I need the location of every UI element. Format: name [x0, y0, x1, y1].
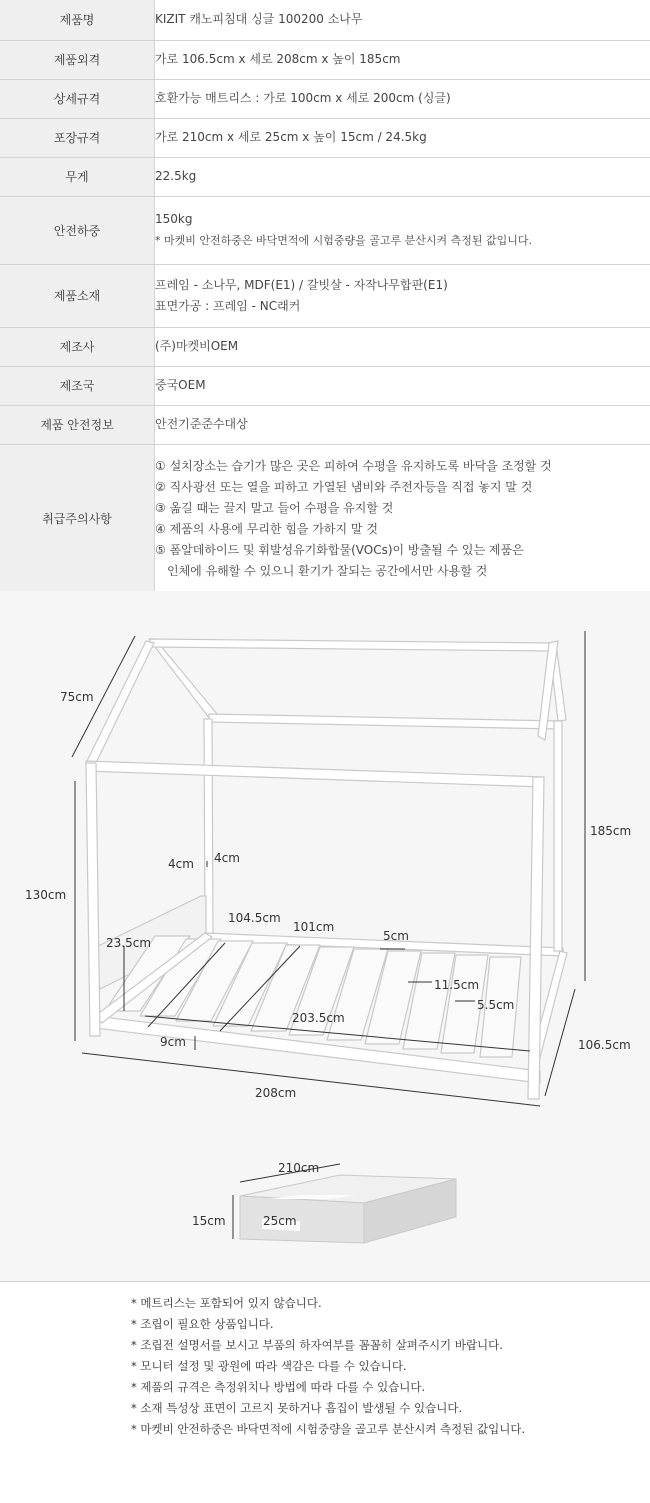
- bed-illustration: [86, 639, 567, 1099]
- spec-row-weight: [0, 157, 650, 196]
- spec-row-safety: [0, 405, 650, 444]
- spec-row-material: [0, 264, 650, 327]
- spec-label: 안전하중: [0, 196, 155, 264]
- caution-item: ② 직사광선 또는 열을 피하고 가열된 냄비와 주전자등을 직접 놓지 말 것: [155, 479, 533, 494]
- dim-5: 5cm: [383, 929, 409, 943]
- spec-row-caution: [0, 444, 650, 593]
- spec-value: 호환가능 매트리스 : 가로 100cm x 세로 200cm (싱글): [155, 91, 451, 105]
- dim-4cm-right: 4cm: [214, 851, 240, 865]
- note-item: * 제품의 규격은 측정위치나 방법에 따라 다를 수 있습니다.: [131, 1380, 426, 1394]
- spec-row-detail: [0, 79, 650, 118]
- dim-pkg-210: 210cm: [278, 1161, 320, 1175]
- dim-9: 9cm: [160, 1035, 186, 1049]
- caution-item: ⑤ 폼알데하이드 및 휘발성유기화합물(VOCs)이 방출될 수 있는 제품은: [155, 542, 524, 557]
- dim-208: 208cm: [255, 1086, 297, 1100]
- spec-row-load: [0, 196, 650, 264]
- spec-value: 프레임 - 소나무, MDF(E1) / 갈빗살 - 자작나무합판(E1): [155, 277, 448, 292]
- caution-item: ③ 옮길 때는 끌지 말고 들어 수평을 유지할 것: [155, 500, 394, 515]
- spec-value: (주)마켓비OEM: [155, 339, 239, 353]
- spec-row-country: [0, 366, 650, 405]
- note-item: * 메트리스는 포함되어 있지 않습니다.: [131, 1296, 322, 1310]
- caution-item: ① 설치장소는 습기가 많은 곳은 피하여 수평을 유지하도록 바닥을 조정할 것: [155, 458, 552, 473]
- bed-diagram-svg: [0, 591, 650, 1281]
- spec-label: 제품외격: [0, 40, 155, 79]
- note-item: * 소재 특성상 표면이 고르지 못하거나 흠집이 발생될 수 있습니다.: [131, 1401, 463, 1415]
- spec-label: 무게: [0, 157, 155, 196]
- spec-label: 제품 안전정보: [0, 405, 155, 444]
- spec-label: 상세규격: [0, 79, 155, 118]
- spec-value: KIZIT 캐노피침대 싱글 100200 소나무: [155, 12, 363, 27]
- dim-104-5: 104.5cm: [228, 911, 281, 925]
- spec-label: 제조사: [0, 327, 155, 366]
- dim-4cm-left: 4cm: [168, 857, 194, 871]
- dim-pkg-15: 15cm: [192, 1214, 226, 1228]
- spec-label: 제조국: [0, 366, 155, 405]
- note-item: * 조립전 설명서를 보시고 부품의 하자여부를 꼼꼼히 살펴주시기 바랍니다.: [131, 1338, 503, 1352]
- note-item: * 마켓비 안전하중은 바닥면적에 시험중량을 골고루 분산시켜 측정된 값입니다.: [131, 1422, 526, 1436]
- dim-11-5: 11.5cm: [434, 978, 480, 992]
- spec-value: 가로 210cm x 세로 25cm x 높이 15cm / 24.5kg: [155, 130, 427, 144]
- dim-185: 185cm: [590, 824, 632, 838]
- spec-value: 표면가공 : 프레임 - NC래커: [155, 298, 301, 313]
- caution-item: 인체에 유해할 수 있으니 환기가 잘되는 공간에서만 사용할 것: [167, 563, 488, 578]
- spec-value: 중국OEM: [155, 378, 206, 392]
- spec-label: 포장규격: [0, 118, 155, 157]
- dim-23-5: 23.5cm: [106, 936, 152, 950]
- spec-value: 안전기준준수대상: [155, 417, 248, 431]
- spec-label: 취급주의사항: [0, 444, 155, 593]
- spec-note: * 마켓비 안전하중은 바닥면적에 시험중량을 골고루 분산시켜 측정된 값입니다.: [155, 234, 532, 247]
- dim-pkg-25: 25cm: [263, 1214, 297, 1228]
- dim-203-5: 203.5cm: [292, 1011, 345, 1025]
- package-box-illustration: [233, 1164, 456, 1243]
- dim-130: 130cm: [25, 888, 67, 902]
- note-item: * 조립이 필요한 상품입니다.: [131, 1317, 274, 1331]
- spec-label: 제품소재: [0, 264, 155, 327]
- spec-row-maker: [0, 327, 650, 366]
- spec-row-size: [0, 40, 650, 79]
- dim-106-5: 106.5cm: [578, 1038, 631, 1052]
- spec-table: [0, 0, 650, 594]
- spec-label: 제품명: [0, 0, 155, 40]
- spec-value: 150kg: [155, 212, 193, 226]
- dim-101: 101cm: [293, 920, 335, 934]
- spec-value: 22.5kg: [155, 169, 197, 183]
- spec-row-name: [0, 0, 650, 40]
- dim-75: 75cm: [60, 690, 94, 704]
- spec-value: 가로 106.5cm x 세로 208cm x 높이 185cm: [155, 52, 401, 66]
- notes-list: [131, 1293, 631, 1440]
- caution-item: ④ 제품의 사용에 무리한 힘을 가하지 말 것: [155, 521, 378, 536]
- dimension-diagram: [0, 591, 650, 1282]
- note-item: * 모니터 설정 및 광원에 따라 색감은 다를 수 있습니다.: [131, 1359, 407, 1373]
- dim-5-5: 5.5cm: [477, 998, 515, 1012]
- spec-row-package: [0, 118, 650, 157]
